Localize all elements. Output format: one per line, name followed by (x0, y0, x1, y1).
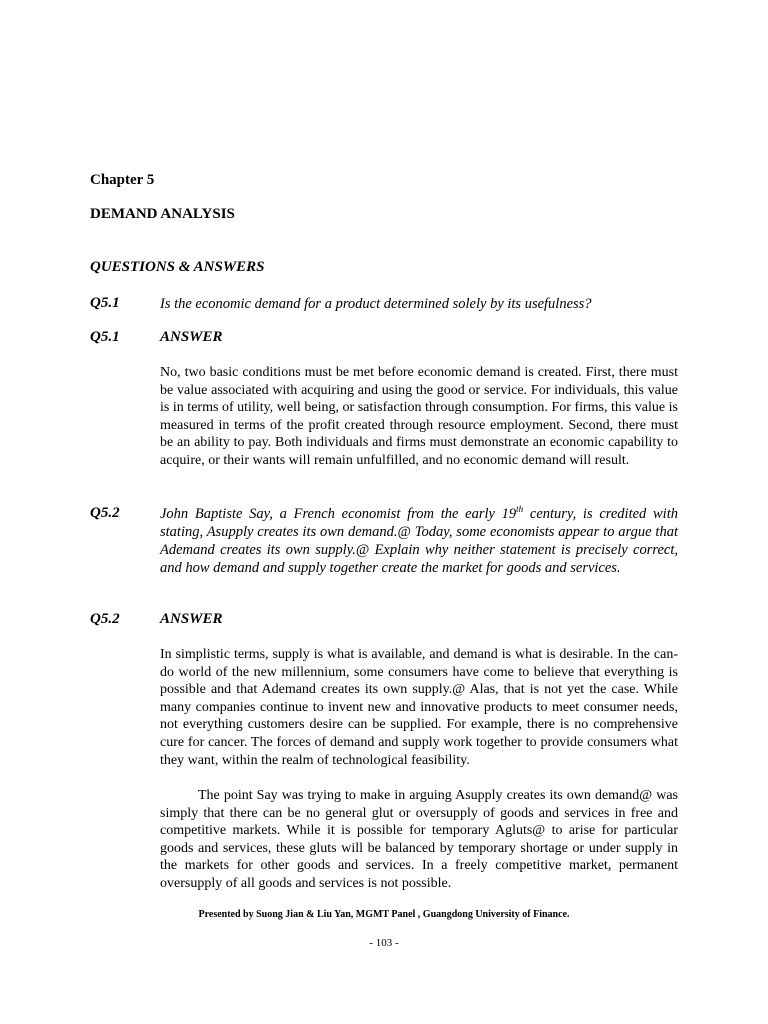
ordinal-superscript: th (516, 504, 524, 515)
question-number: Q5.2 (90, 505, 120, 521)
answer-paragraph: In simplistic terms, supply is what is available, and demand is what is desirable. In the can-do world of the new millennium, some consumers have come to believe that everything is possible and that Ademand creates its own supply.@ Alas, that is not yet the case. While many companies continue to invent new and innovative products to meet consumer needs, not everything customers desire can be supplied. For example, there is no comprehensive cure for cancer. The forces of demand and supply work together to provide consumers what they want, within the realm of technological feasibility. (160, 647, 678, 768)
question-text: Is the economic demand for a product determined solely by its usefulness? (160, 296, 592, 312)
page-number: - 103 - (369, 937, 399, 949)
question-text (160, 505, 678, 577)
question-text-part: John Baptiste Say, a French economist from the early 19 (160, 506, 517, 522)
answer-paragraph: No, two basic conditions must be met before economic demand is created. First, there must be value associated with acquiring and using the good or service. For individuals, this value is in terms of utility, well being, or satisfaction through consumption. For firms, this value is measured in terms of the profit created through resource employment. Second, there must be an ability to pay. Both individuals and firms must demonstrate an economic capability to acquire, or their wants will remain unfulfilled, and no economic demand will result. (160, 365, 678, 468)
question-number: Q5.1 (90, 295, 120, 311)
page-footer: Presented by Suong Jian & Liu Yan, MGMT Panel , Guangdong University of Finance. (198, 909, 570, 920)
chapter-label: Chapter 5 (90, 172, 155, 188)
answer-paragraph: The point Say was trying to make in arguing Asupply creates its own demand@ was simply that there can be no general glut or oversupply of goods and services in free and competitive markets. While it is possible for temporary Agluts@ to arise for particular goods and services, these gluts will be balanced by temporary shortage or under supply in the markets for other goods and services. In a freely competitive market, permanent oversupply of all goods and services is not possible. (160, 788, 678, 891)
answer-label: ANSWER (160, 611, 223, 627)
answer-number: Q5.1 (90, 329, 120, 345)
answer-number: Q5.2 (90, 611, 120, 627)
question-text-part: century, is credited with stating, Asupply creates its own demand.@ Today, some economists appear to argue that Ademand creates its own supply.@ Explain why neither statement is precisely correct, and how demand and supply together create the market for goods and services. (160, 506, 678, 576)
answer-label: ANSWER (160, 329, 223, 345)
chapter-title: DEMAND ANALYSIS (90, 206, 235, 222)
section-title: QUESTIONS & ANSWERS (90, 259, 265, 275)
